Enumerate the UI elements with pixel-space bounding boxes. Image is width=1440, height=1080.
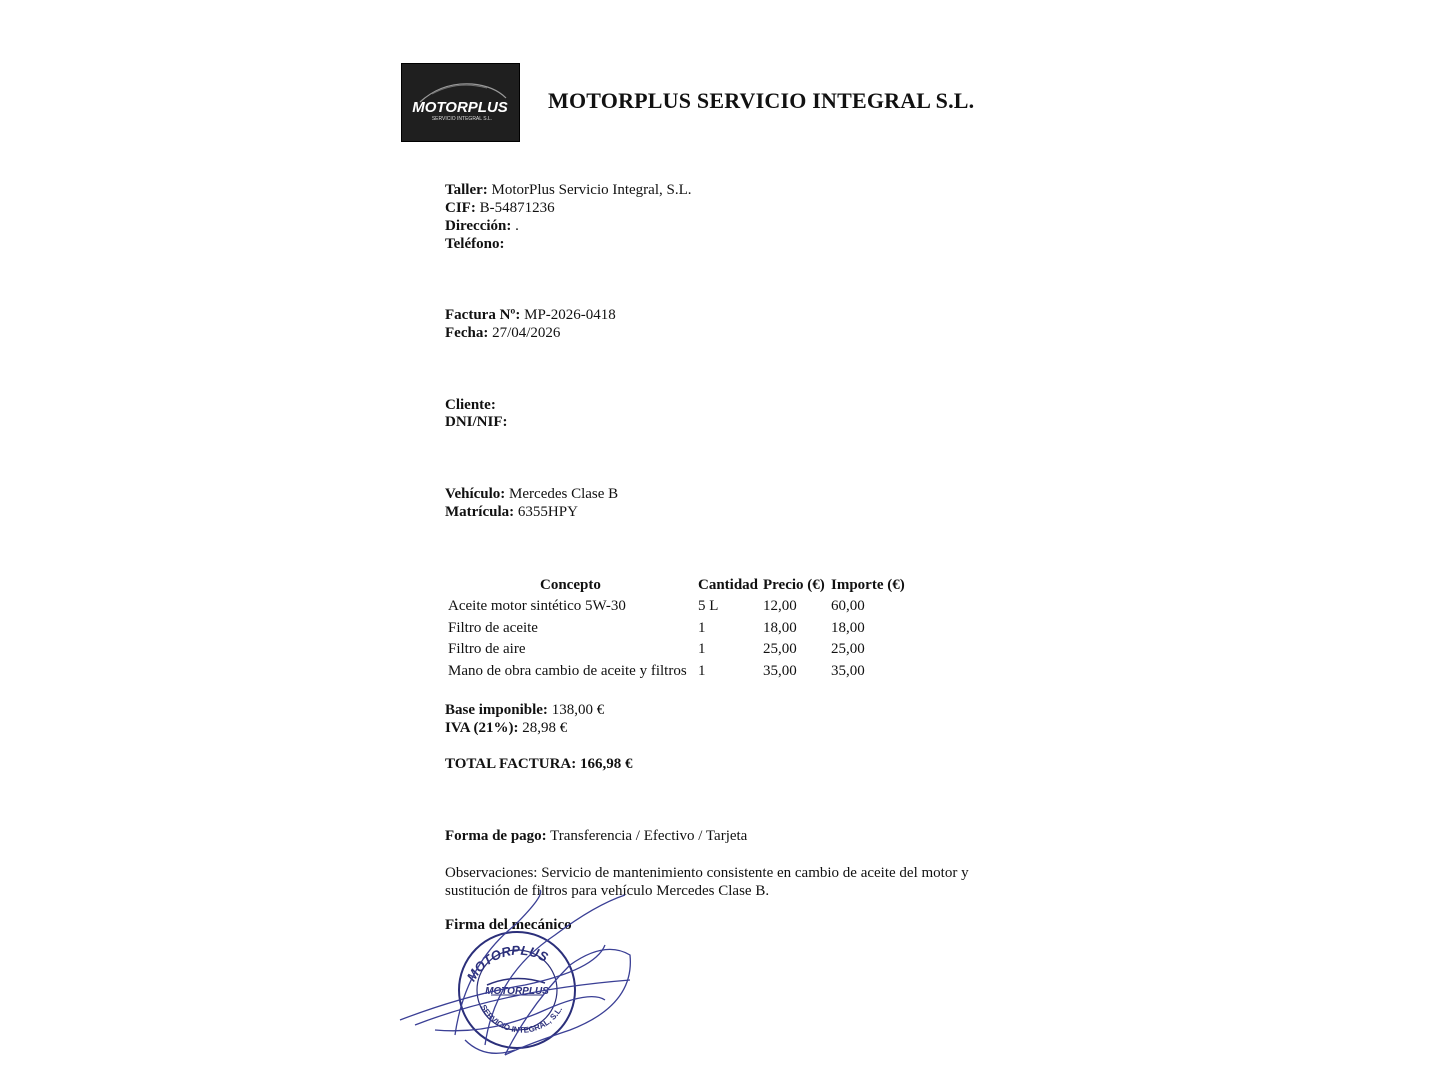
row-concepto: Mano de obra cambio de aceite y filtros: [448, 663, 687, 679]
row-precio: 18,00: [763, 620, 797, 636]
taller-line: [445, 181, 692, 199]
row-cantidad: 1: [698, 663, 706, 679]
vehiculo-value: Mercedes Clase B: [505, 486, 619, 502]
base-value: 138,00 €: [547, 702, 605, 718]
telefono-label: Teléfono:: [445, 236, 505, 252]
taller-label: Taller:: [445, 182, 488, 198]
header-concepto: Concepto: [540, 577, 601, 593]
factura-numero-label: Factura Nº:: [445, 307, 521, 323]
taller-value: MotorPlus Servicio Integral, S.L.: [487, 182, 692, 198]
base-label: Base imponible:: [445, 702, 548, 718]
row-precio: 25,00: [763, 641, 797, 657]
stamp-center-text: MOTORPLUS: [485, 986, 549, 997]
fecha-line: [445, 324, 560, 342]
cif-line: [445, 199, 555, 217]
direccion-label: Dirección:: [445, 218, 512, 234]
cif-label: CIF:: [445, 200, 476, 216]
header-importe: Importe (€): [831, 577, 905, 593]
firma-label: Firma del mecánico: [445, 917, 572, 933]
row-concepto: Filtro de aceite: [448, 620, 538, 636]
stamp-top-text: MOTORPLUS: [463, 942, 551, 985]
row-importe: 18,00: [831, 620, 865, 636]
logo-text: MOTORPLUS: [412, 99, 508, 116]
iva-value: 28,98 €: [518, 720, 568, 736]
iva-line: [445, 719, 567, 737]
row-cantidad: 1: [698, 620, 706, 636]
observaciones-text: Observaciones: Servicio de mantenimiento consistente en cambio de aceite del motor y sustitución de filtros para vehículo Mercedes Clase B.: [445, 865, 969, 899]
factura-numero-value: MP-2026-0418: [520, 307, 616, 323]
telefono-line: [445, 235, 504, 253]
row-cantidad: 5 L: [698, 598, 719, 614]
vehiculo-label: Vehículo:: [445, 486, 506, 502]
row-cantidad: 1: [698, 641, 706, 657]
company-name: MOTORPLUS SERVICIO INTEGRAL S.L.: [548, 88, 975, 113]
company-logo: [401, 63, 520, 142]
row-concepto: Aceite motor sintético 5W-30: [448, 598, 626, 614]
stamp-bottom-text: SERVICIO INTEGRAL, S.L.: [478, 1003, 565, 1035]
dni-label: DNI/NIF:: [445, 414, 508, 430]
forma-pago-value: Transferencia / Efectivo / Tarjeta: [546, 828, 748, 844]
direccion-value: .: [511, 218, 519, 234]
total-factura: TOTAL FACTURA: 166,98 €: [445, 756, 633, 772]
row-importe: 25,00: [831, 641, 865, 657]
row-importe: 60,00: [831, 598, 865, 614]
forma-pago-line: [445, 827, 747, 845]
iva-label: IVA (21%):: [445, 720, 519, 736]
cif-value: B-54871236: [475, 200, 555, 216]
matricula-label: Matrícula:: [445, 504, 515, 520]
vehiculo-line: [445, 485, 618, 503]
header-precio: Precio (€): [763, 577, 825, 593]
signature-stamp: [395, 885, 655, 1075]
fecha-label: Fecha:: [445, 325, 489, 341]
row-precio: 12,00: [763, 598, 797, 614]
fecha-value: 27/04/2026: [488, 325, 561, 341]
row-concepto: Filtro de aire: [448, 641, 526, 657]
dni-line: [445, 413, 508, 431]
cliente-label: Cliente:: [445, 397, 496, 413]
logo-subtext: SERVICIO INTEGRAL S.L.: [431, 116, 493, 122]
direccion-line: [445, 217, 519, 235]
header-cantidad: Cantidad: [698, 577, 759, 593]
matricula-value: 6355HPY: [514, 504, 578, 520]
factura-numero-line: [445, 306, 616, 324]
base-imponible-line: [445, 701, 604, 719]
row-precio: 35,00: [763, 663, 797, 679]
matricula-line: [445, 503, 578, 521]
cliente-line: [445, 396, 496, 414]
forma-pago-label: Forma de pago:: [445, 828, 547, 844]
row-importe: 35,00: [831, 663, 865, 679]
